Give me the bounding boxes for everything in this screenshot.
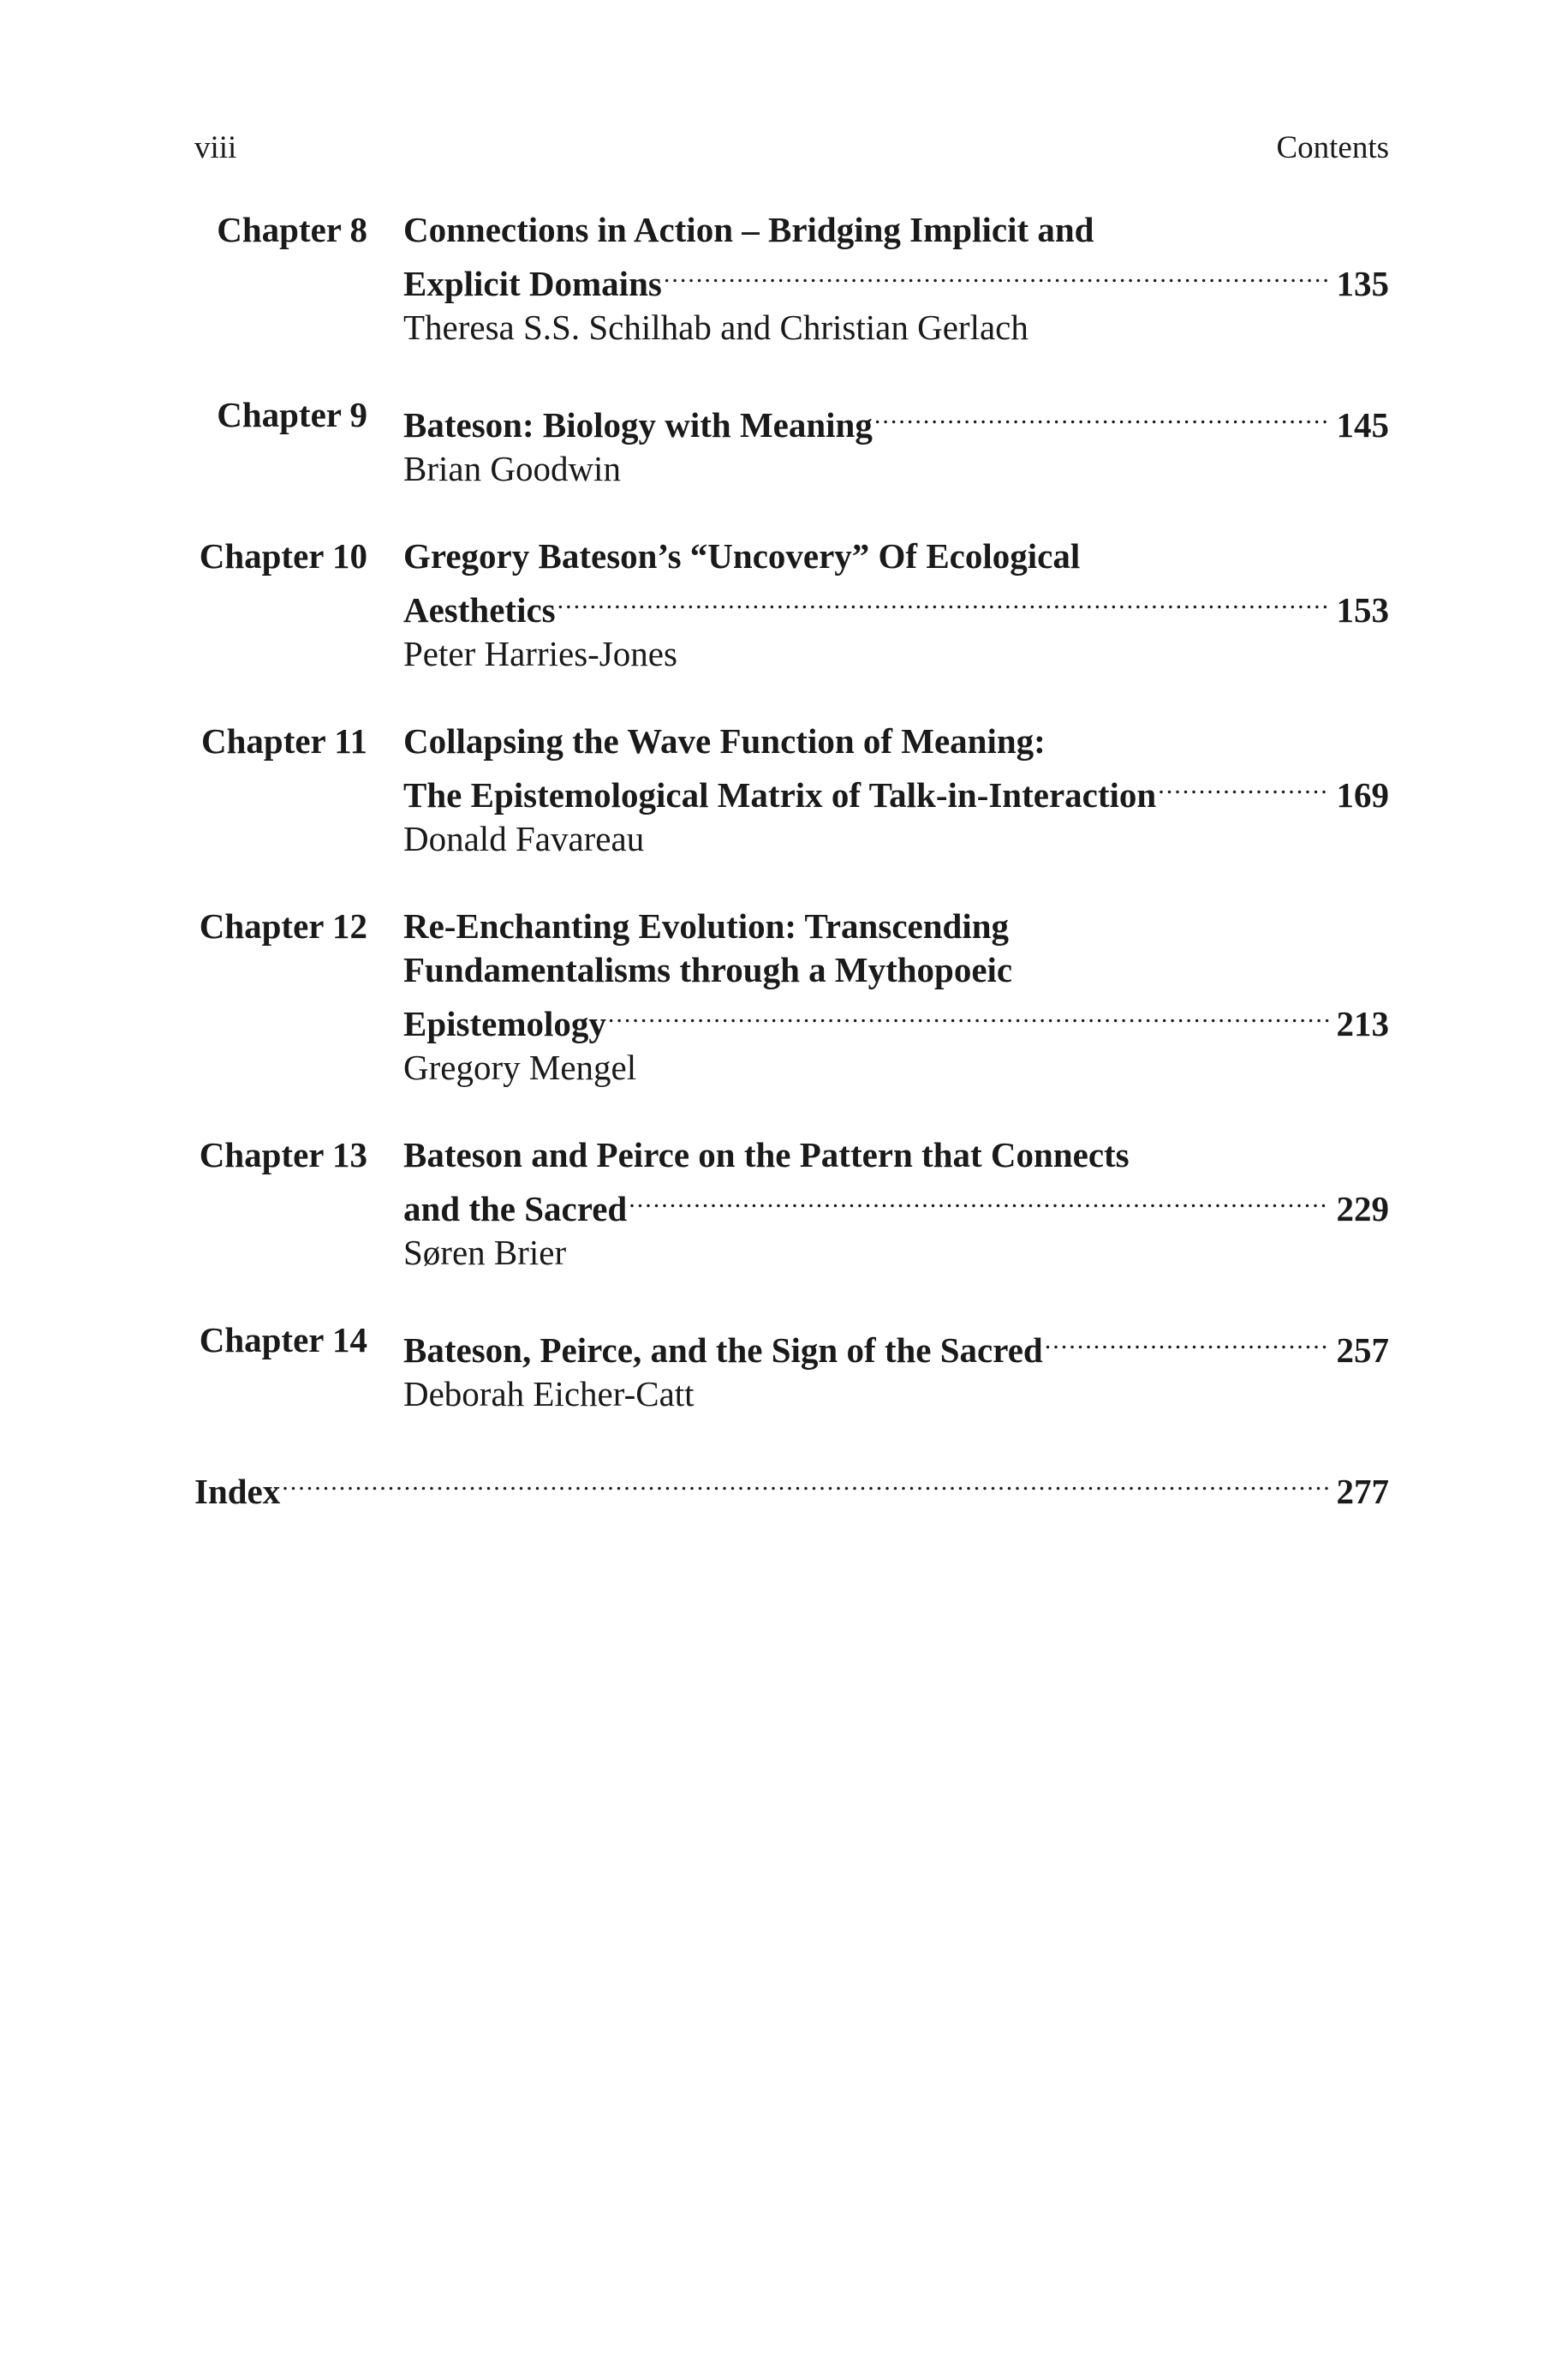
chapter-label: Chapter 11 <box>200 721 367 761</box>
chapter-title-line: Gregory Bateson’s “Uncovery” Of Ecological <box>403 536 1081 576</box>
dot-leader <box>664 252 1329 296</box>
dot-leader <box>282 1460 1329 1503</box>
chapter-title-final-line <box>403 1177 1389 1231</box>
dot-leader <box>874 393 1329 437</box>
toc-entry-chapter-14[interactable] <box>194 1318 1389 1416</box>
page-number: 277 <box>1336 1472 1389 1511</box>
chapter-author: Theresa S.S. Schilhab and Christian Gerlach <box>403 308 1028 347</box>
chapter-author: Brian Goodwin <box>403 449 621 488</box>
toc-entry-index[interactable] <box>194 1460 1389 1514</box>
page-number: 213 <box>1336 1004 1389 1043</box>
chapter-title-final-line <box>403 393 1389 447</box>
toc-entry-chapter-8[interactable] <box>194 208 1389 350</box>
chapter-title-text: Epistemology <box>403 1004 606 1043</box>
chapter-title-final-line <box>403 992 1389 1046</box>
chapter-title-line: Bateson and Peirce on the Pattern that Connects <box>403 1135 1130 1174</box>
dot-leader <box>608 992 1329 1036</box>
chapter-title-text: Explicit Domains <box>403 264 662 303</box>
chapter-title-line: Re-Enchanting Evolution: Transcending <box>403 906 1010 946</box>
chapter-author: Deborah Eicher-Catt <box>403 1374 695 1413</box>
chapter-title-final-line <box>403 1318 1389 1372</box>
chapter-label: Chapter 10 <box>199 536 367 576</box>
chapter-title-text: Bateson: Biology with Meaning <box>403 405 873 445</box>
dot-leader <box>557 578 1329 622</box>
dot-leader <box>629 1177 1329 1221</box>
running-head <box>194 128 1389 168</box>
chapter-title-line: Fundamentalisms through a Mythopoeic <box>403 950 1013 989</box>
chapter-title-line: Connections in Action – Bridging Implicit and <box>403 210 1094 249</box>
page-number: 229 <box>1336 1189 1389 1228</box>
chapter-label: Chapter 8 <box>217 210 367 249</box>
toc-entry-chapter-12[interactable] <box>194 905 1389 1090</box>
dot-leader <box>1045 1318 1329 1362</box>
chapter-author: Peter Harries-Jones <box>403 634 677 673</box>
chapter-title-text: Bateson, Peirce, and the Sign of the Sacred <box>403 1330 1043 1370</box>
chapter-author: Søren Brier <box>403 1233 567 1272</box>
chapter-title-line: Collapsing the Wave Function of Meaning: <box>403 721 1046 761</box>
toc-entry-chapter-13[interactable] <box>194 1133 1389 1275</box>
chapter-title-text: and the Sacred <box>403 1189 628 1228</box>
page-number: 135 <box>1336 264 1389 303</box>
running-head-section: Contents <box>1276 130 1389 165</box>
page-number: 153 <box>1336 590 1389 630</box>
chapter-title-final-line <box>403 763 1389 817</box>
chapter-label: Chapter 13 <box>199 1135 367 1174</box>
chapter-title-text: The Epistemological Matrix of Talk-in-Interaction <box>403 775 1157 815</box>
chapter-label: Chapter 12 <box>199 906 367 946</box>
chapter-title-text: Aesthetics <box>403 590 556 630</box>
page-number: 257 <box>1336 1330 1389 1370</box>
chapter-label: Chapter 14 <box>199 1320 367 1359</box>
toc-entry-chapter-11[interactable] <box>194 720 1389 861</box>
chapter-label: Chapter 9 <box>217 395 367 434</box>
chapter-author: Donald Favareau <box>403 819 645 858</box>
page-number: 169 <box>1336 775 1389 815</box>
toc-entry-chapter-10[interactable] <box>194 535 1389 676</box>
chapter-title-final-line <box>403 252 1389 306</box>
dot-leader <box>1158 763 1329 807</box>
table-of-contents <box>194 208 1389 1514</box>
chapter-title-final-line <box>403 578 1389 632</box>
toc-entry-chapter-9[interactable] <box>194 393 1389 491</box>
index-label: Index <box>194 1472 281 1511</box>
page-folio: viii <box>194 130 237 165</box>
page-number: 145 <box>1336 405 1389 445</box>
chapter-author: Gregory Mengel <box>403 1048 637 1087</box>
